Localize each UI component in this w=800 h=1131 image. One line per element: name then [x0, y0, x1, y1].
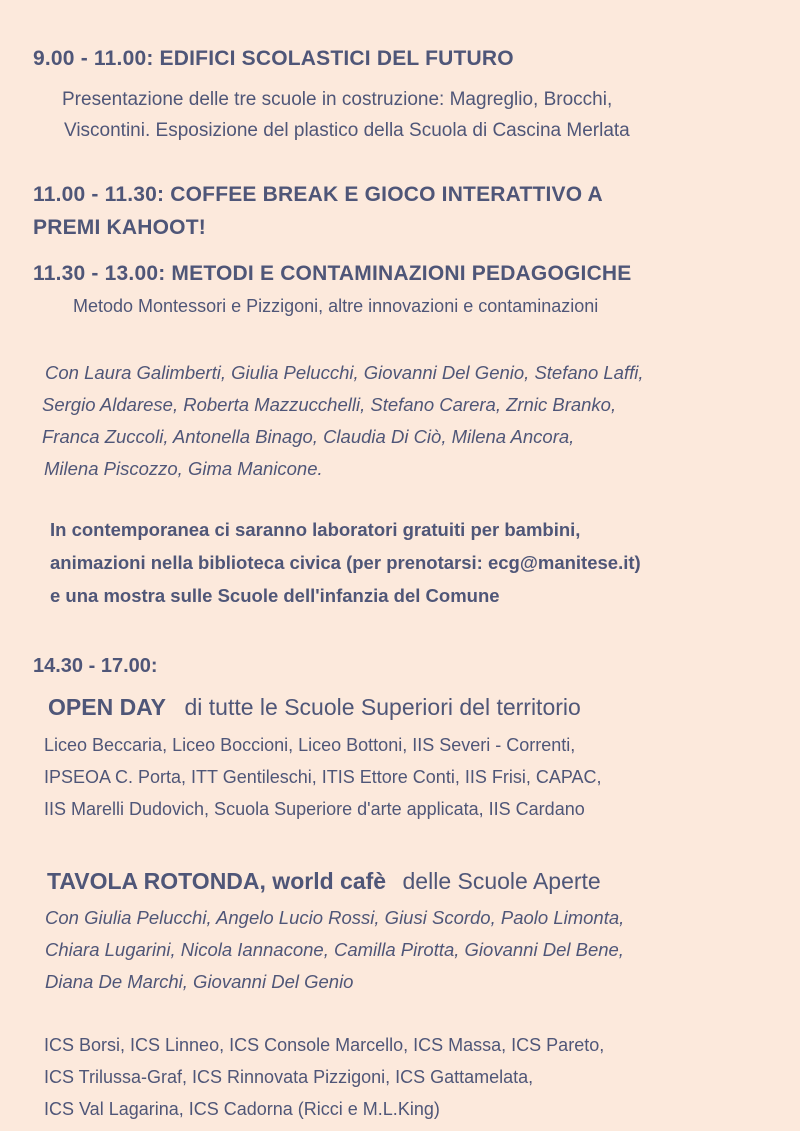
round-table-subtitle: delle Scuole Aperte: [402, 868, 601, 894]
session-3-speakers-line: Franca Zuccoli, Antonella Binago, Claudia Di Ciò, Milena Ancora,: [42, 426, 575, 447]
session-1-desc-line: Presentazione delle tre scuole in costruzione: Magreglio, Brocchi,: [62, 89, 613, 110]
session-2-title-line: 11.00 - 11.30: COFFEE BREAK E GIOCO INTERATTIVO A: [33, 183, 603, 206]
notice-line: In contemporanea ci saranno laboratori gratuiti per bambini,: [50, 519, 581, 540]
notice-line: animazioni nella biblioteca civica (per prenotarsi: ecg@manitese.it): [50, 552, 641, 573]
round-table-schools-line: ICS Val Lagarina, ICS Cadorna (Ricci e M.L.King): [44, 1099, 440, 1119]
open-day-label: OPEN DAY: [48, 694, 167, 720]
notice-line: e una mostra sulle Scuole dell'infanzia del Comune: [50, 585, 500, 606]
round-table-heading: [47, 868, 601, 895]
session-3-desc: Metodo Montessori e Pizzigoni, altre innovazioni e contaminazioni: [73, 296, 599, 316]
open-day-schools-line: Liceo Beccaria, Liceo Boccioni, Liceo Bottoni, IIS Severi - Correnti,: [44, 735, 576, 755]
round-table-speakers-line: Diana De Marchi, Giovanni Del Genio: [45, 971, 354, 992]
open-day-schools-line: IIS Marelli Dudovich, Scuola Superiore d'arte applicata, IIS Cardano: [44, 799, 585, 819]
session-1-title: 9.00 - 11.00: EDIFICI SCOLASTICI DEL FUTURO: [33, 47, 514, 70]
round-table-speakers-line: Con Giulia Pelucchi, Angelo Lucio Rossi, Giusi Scordo, Paolo Limonta,: [45, 907, 625, 928]
session-3-title: 11.30 - 13.00: METODI E CONTAMINAZIONI PEDAGOGICHE: [33, 262, 632, 285]
session-3-speakers-line: Milena Piscozzo, Gima Manicone.: [44, 458, 323, 479]
round-table-label: TAVOLA ROTONDA, world cafè: [47, 868, 387, 894]
session-3-speakers-line: Con Laura Galimberti, Giulia Pelucchi, Giovanni Del Genio, Stefano Laffi,: [45, 362, 644, 383]
session-2-title-line: PREMI KAHOOT!: [33, 216, 206, 239]
round-table-schools-line: ICS Trilussa-Graf, ICS Rinnovata Pizzigoni, ICS Gattamelata,: [44, 1067, 534, 1087]
round-table-schools-line: ICS Borsi, ICS Linneo, ICS Console Marcello, ICS Massa, ICS Pareto,: [44, 1035, 605, 1055]
round-table-speakers-line: Chiara Lugarini, Nicola Iannacone, Camilla Pirotta, Giovanni Del Bene,: [45, 939, 624, 960]
open-day-schools-line: IPSEOA C. Porta, ITT Gentileschi, ITIS Ettore Conti, IIS Frisi, CAPAC,: [44, 767, 602, 787]
open-day-subtitle: di tutte le Scuole Superiori del territorio: [184, 694, 581, 720]
afternoon-time: 14.30 - 17.00:: [33, 655, 158, 677]
session-3-speakers-line: Sergio Aldarese, Roberta Mazzucchelli, Stefano Carera, Zrnic Branko,: [42, 394, 617, 415]
session-1-desc-line: Viscontini. Esposizione del plastico della Scuola di Cascina Merlata: [64, 120, 630, 141]
open-day-heading: [48, 694, 581, 721]
